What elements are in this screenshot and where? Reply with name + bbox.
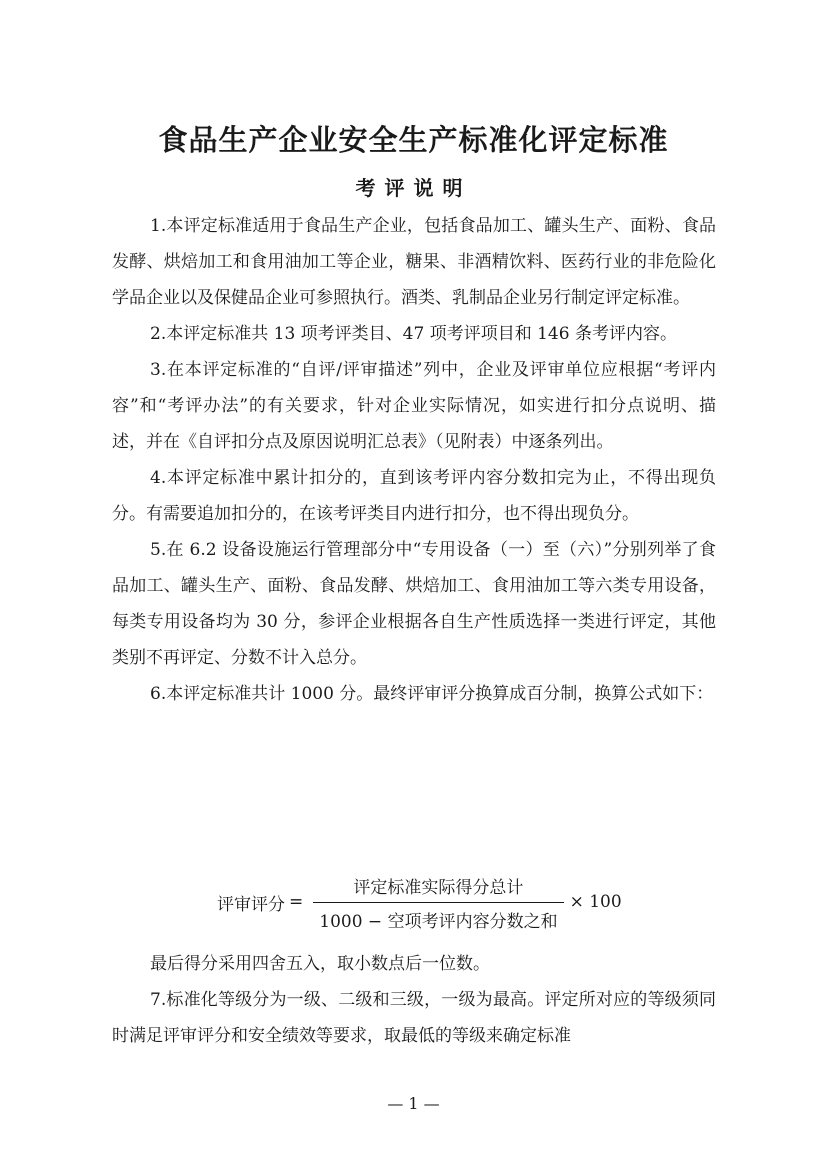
formula-numerator: 评定标准实际得分总计	[353, 877, 524, 898]
paragraph-7: 7.标准化等级分为一级、二级和三级，一级为最高。评定所对应的等级须同时满足评审评分和安全绩效等要求，取最低的等级来确定标准	[112, 990, 716, 1046]
formula-equals: =	[289, 892, 304, 912]
paragraph-5: 5.在 6.2 设备设施运行管理部分中“专用设备（一）至（六）”分别列举了食品加工、罐头生产、面粉、食品发酵、烘焙加工、食用油加工等六类专用设备，每类专用设备均为 30 分，参评企业根据各自生产性质选择一类进行评定，其他类别不再评定、分数不计入总分。	[112, 540, 716, 668]
document-subtitle: 考评说明	[355, 176, 472, 200]
formula-fraction	[313, 873, 563, 932]
formula-lhs: 评审评分	[217, 894, 285, 915]
paragraph-2: 2.本评定标准共 13 项考评类目、47 项考评项目和 146 条考评内容。	[150, 324, 677, 344]
paragraph-6: 6.本评定标准共计 1000 分。最终评审评分换算成百分制，换算公式如下：	[150, 684, 714, 704]
formula-denominator: 1000 − 空项考评内容分数之和	[313, 902, 563, 932]
score-formula	[217, 870, 622, 934]
document-body-continued	[112, 946, 716, 1054]
paragraph-1: 1.本评定标准适用于食品生产企业，包括食品加工、罐头生产、面粉、食品发酵、烘焙加工和食用油加工等企业，糖果、非酒精饮料、医药行业的非危险化学品企业以及保健品企业可参照执行。酒类、乳制品企业另行制定评定标准。	[112, 216, 716, 308]
document-title: 食品生产企业安全生产标准化评定标准	[158, 123, 669, 157]
document-body	[112, 208, 716, 712]
page-number: — 1 —	[387, 1094, 440, 1113]
paragraph-rounding: 最后得分采用四舍五入，取小数点后一位数。	[150, 954, 490, 974]
paragraph-4: 4.本评定标准中累计扣分的，直到该考评内容分数扣完为止，不得出现负分。有需要追加扣分的，在该考评类目内进行扣分，也不得出现负分。	[112, 468, 716, 524]
paragraph-3: 3.在本评定标准的“自评/评审描述”列中，企业及评审单位应根据“考评内容”和“考评办法”的有关要求，针对企业实际情况，如实进行扣分点说明、描述，并在《自评扣分点及原因说明汇总表》（见附表）中逐条列出。	[112, 360, 716, 452]
formula-multiplier: × 100	[569, 892, 622, 912]
